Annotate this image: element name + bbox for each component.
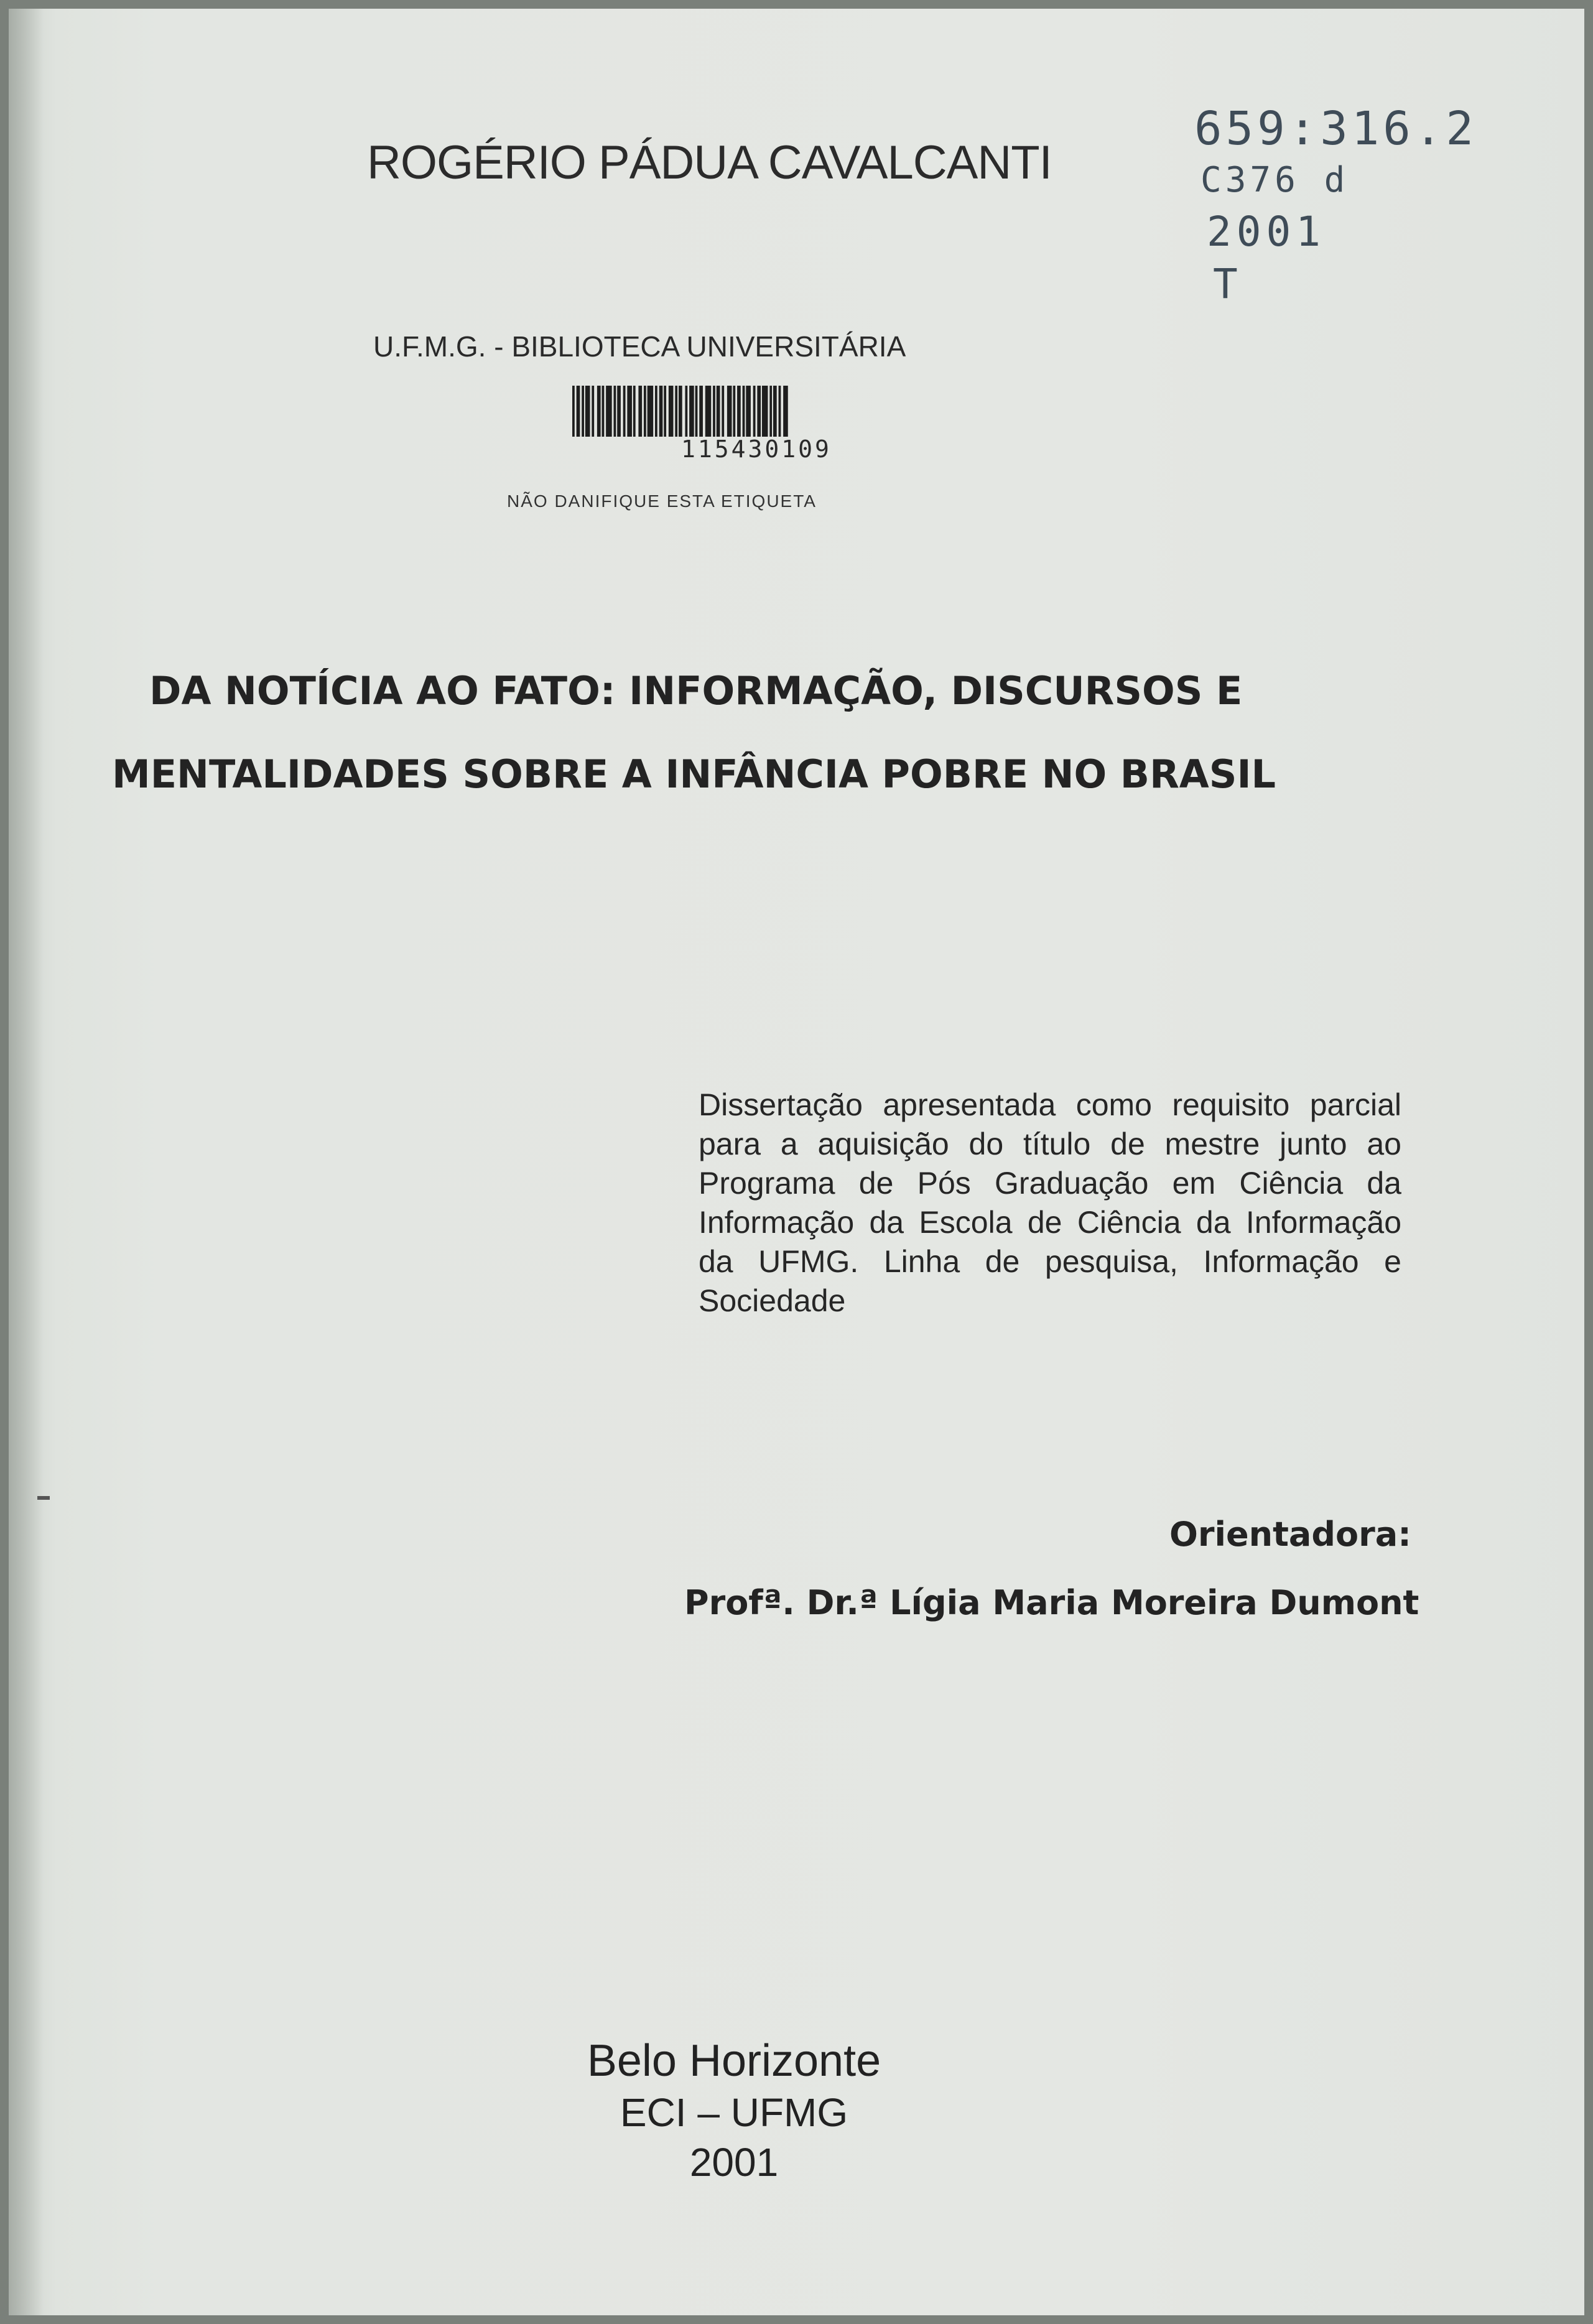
footer-year: 2001 bbox=[689, 2140, 779, 2185]
footer bbox=[485, 2034, 983, 2187]
call-number-line-4: T bbox=[1213, 260, 1238, 308]
dissertation-title bbox=[112, 668, 1356, 797]
advisor-name: Profª. Dr.ª Lígia Maria Moreira Dumont bbox=[684, 1583, 1419, 1622]
footer-city: Belo Horizonte bbox=[587, 2036, 881, 2086]
barcode-number: 115430109 bbox=[681, 435, 832, 463]
call-number-line-1: 659:316.2 bbox=[1194, 102, 1477, 156]
call-number-line-2: C376 d bbox=[1201, 160, 1349, 200]
barcode bbox=[572, 386, 958, 437]
title-line-1: DA NOTÍCIA AO FATO: INFORMAÇÃO, DISCURSOS E bbox=[149, 668, 1243, 713]
library-label: U.F.M.G. - BIBLIOTECA UNIVERSITÁRIA bbox=[373, 330, 906, 363]
barcode-warning: NÃO DANIFIQUE ESTA ETIQUETA bbox=[507, 491, 817, 511]
handwritten-call-number bbox=[1182, 102, 1477, 308]
title-line-2: MENTALIDADES SOBRE A INFÂNCIA POBRE NO BRASIL bbox=[112, 751, 1276, 797]
advisor-label: Orientadora: bbox=[1169, 1515, 1411, 1554]
call-number-line-3: 2001 bbox=[1207, 208, 1326, 256]
footer-institution: ECI – UFMG bbox=[620, 2090, 848, 2135]
stray-mark bbox=[37, 1496, 50, 1500]
binding-shadow bbox=[0, 0, 44, 2324]
author-name: ROGÉRIO PÁDUA CAVALCANTI bbox=[367, 136, 1052, 189]
dissertation-description: Dissertação apresentada como requisito parcial para a aquisição do título de mestre junto ao Programa de Pós Graduação em Ciência da Informação da Escola de Ciência da Informação da UFMG. Linha de pesquisa, Informação e Sociedade bbox=[699, 1087, 1401, 1318]
